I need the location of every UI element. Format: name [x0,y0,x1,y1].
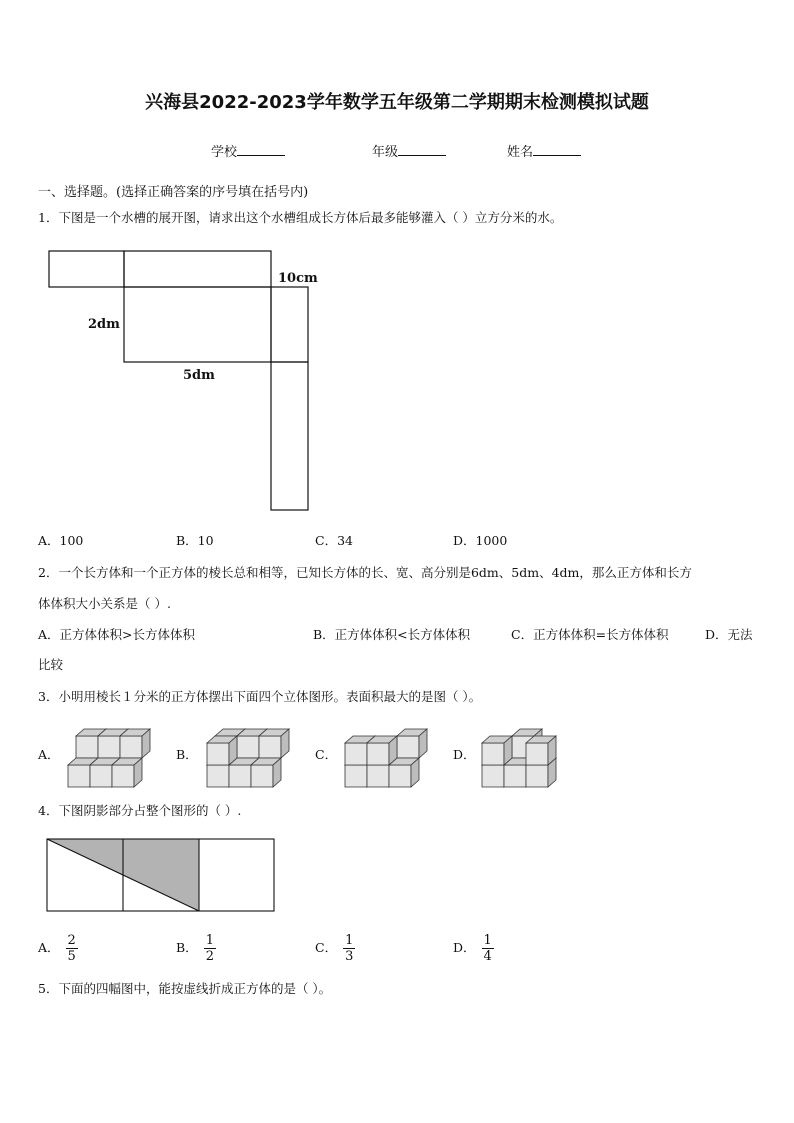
fraction-1-3 [343,933,355,964]
page-title: 兴海县2022-2023学年数学五年级第二学期期末检测模拟试题 [145,92,649,113]
q1-option-a[interactable]: A．100 [38,533,84,548]
q4-option-d-letter: D． [453,940,476,955]
q2-option-d-tail: 比较 [38,657,64,672]
q1-option-c[interactable]: C．34 [315,533,353,548]
q4-option-b[interactable] [176,933,216,964]
q2-option-c[interactable]: C．正方体体积=长方体体积 [511,627,669,642]
grade-label: 年级 [372,145,399,160]
q2-option-b[interactable]: B．正方体体积<长方体体积 [313,627,471,642]
question-2-line2: 体体积大小关系是（ ）. [38,596,171,611]
q2-option-d[interactable]: D．无法 [705,627,753,642]
school-label: 学校 [211,145,238,160]
q3-option-c[interactable]: C． [315,747,338,762]
numerator: 1 [205,933,214,948]
denominator: 3 [345,949,354,964]
label-2dm: 2dm [88,317,120,332]
question-2-line1: 2．一个长方体和一个正方体的棱长总和相等，已知长方体的长、宽、高分别是6dm、5dm、4dm，那么正方体和长方 [38,565,692,580]
name-label: 姓名 [507,145,534,160]
fraction-1-4 [482,933,494,964]
q3-option-b[interactable]: B． [176,747,198,762]
fraction-2-5 [66,933,78,964]
q2-option-a[interactable]: A．正方体体积>长方体体积 [38,627,196,642]
label-10cm: 10cm [278,271,318,286]
numerator: 1 [483,933,492,948]
q4-option-b-letter: B． [176,940,198,955]
q3-option-a[interactable]: A． [38,747,60,762]
q4-option-c-letter: C． [315,940,338,955]
q3-option-d[interactable]: D． [453,747,476,762]
label-5dm: 5dm [183,368,215,383]
denominator: 4 [483,949,492,964]
q1-option-b[interactable]: B．10 [176,533,214,548]
denominator: 5 [67,949,76,964]
question-4-text: 4．下图阴影部分占整个图形的（ ）. [38,803,242,818]
q1-option-d[interactable]: D．1000 [453,533,508,548]
question-5-text: 5．下面的四幅图中，能按虚线折成正方体的是（ ）。 [38,981,332,996]
q4-option-d[interactable] [453,933,494,964]
denominator: 2 [205,949,214,964]
fraction-1-2 [204,933,216,964]
q4-option-c[interactable] [315,933,355,964]
question-1-text: 1．下图是一个水槽的展开图，请求出这个水槽组成长方体后最多能够灌入（ ）立方分米的水。 [38,210,563,225]
question-3-text: 3．小明用棱长１分米的正方体摆出下面四个立体图形。表面积最大的是图（ ）。 [38,689,482,704]
section-heading: 一、选择题。(选择正确答案的序号填在括号内) [38,185,309,200]
q4-option-a-letter: A． [38,940,60,955]
q4-option-a[interactable] [38,933,78,964]
numerator: 1 [345,933,354,948]
numerator: 2 [67,933,76,948]
